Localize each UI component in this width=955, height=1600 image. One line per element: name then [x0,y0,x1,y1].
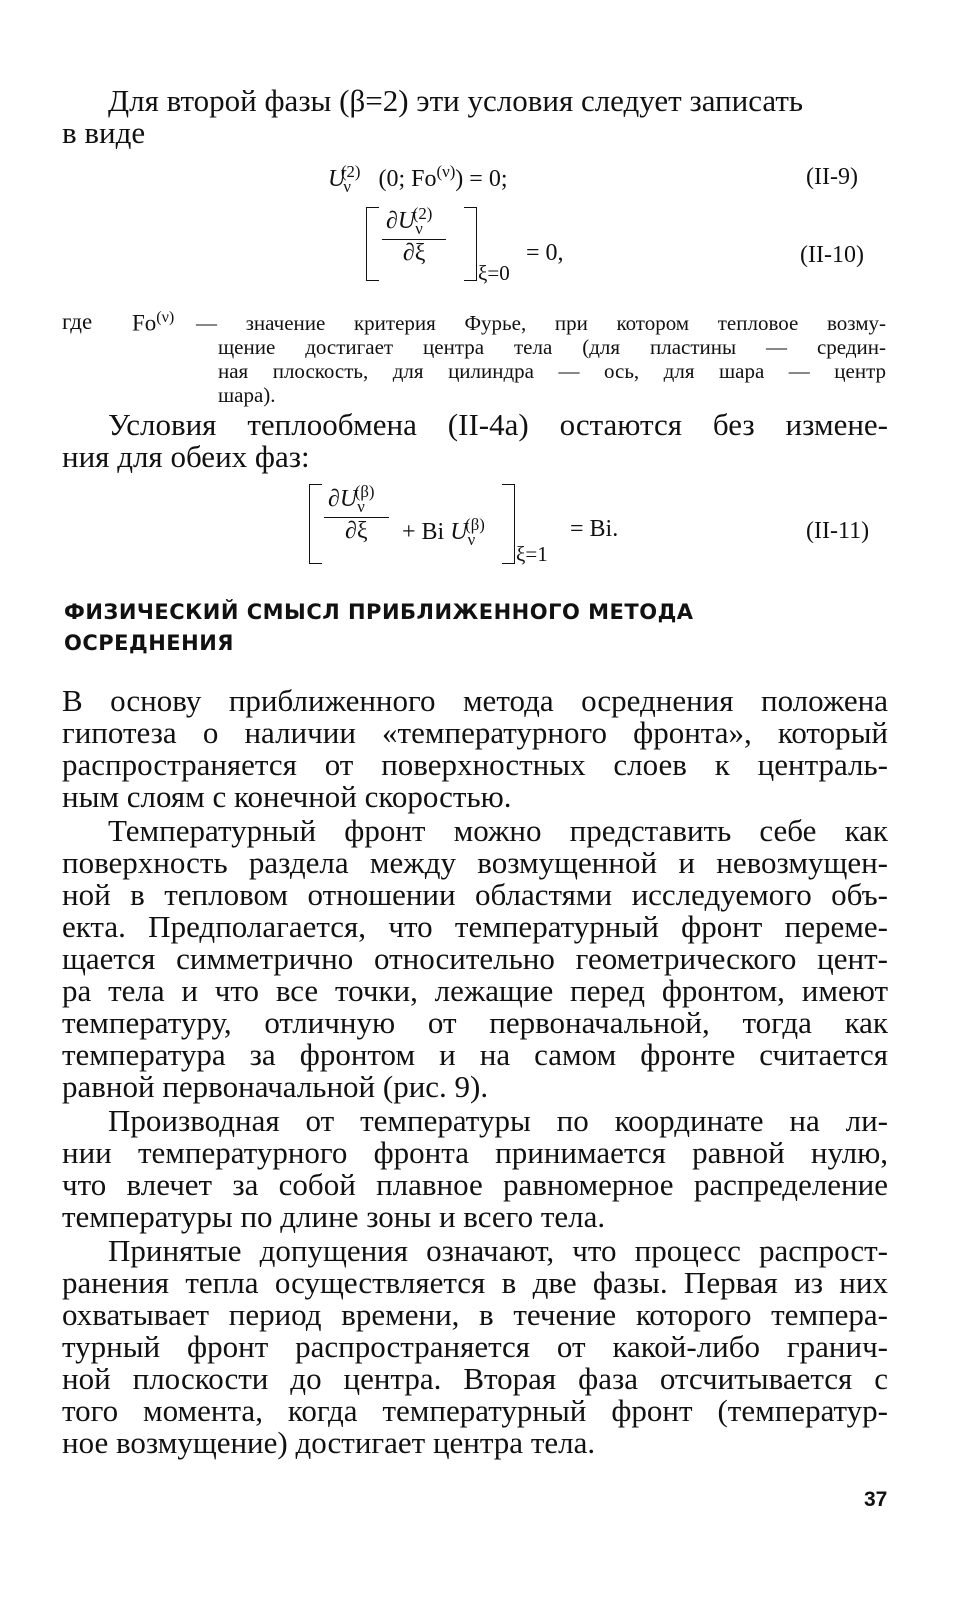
where-line-3: ная плоскость, для цилиндра — ось, для шара — центр [218,359,886,383]
para1-line-2: гипотеза о наличии «температурного фронта», который [62,715,888,750]
section-heading-line-1: ФИЗИЧЕСКИЙ СМЫСЛ ПРИБЛИЖЕННОГО МЕТОДА [64,600,694,624]
page-number: 37 [864,1488,888,1511]
right-bracket-11 [502,484,515,564]
para2-line-2: поверхность раздела между возмущенной и невозмущен- [62,845,888,880]
eq11-middle: + Bi $U_\nu^{(\beta)}$ [402,515,485,549]
intro-line-1: Для второй фазы (β=2) эти условия следует записать [108,83,804,118]
eq11-subscript: ξ=1 [516,542,548,566]
para2-line-3: ной в тепловом отношении областями исследуемого объ- [62,877,888,912]
para2-line-8: температура за фронтом и на самом фронте считается [62,1037,888,1072]
equation-number-ii-11: (II-11) [806,518,870,544]
para4-line-2: ранения тепла осуществляется в две фазы. Первая из них [62,1265,888,1300]
para2-line-1: Температурный фронт можно представить себе как [108,813,888,848]
equation-number-ii-9: (II-9) [806,164,858,190]
para4-line-7: ное возмущение) достигает центра тела. [62,1425,596,1460]
section-heading-line-2: ОСРЕДНЕНИЯ [64,631,234,655]
para2-line-7: температуру, отличную от первоначальной, тогда как [62,1005,888,1040]
para3-line-3: что влечет за собой плавное равномерное распределение [62,1167,888,1202]
equation-number-ii-10: (II-10) [800,242,864,268]
exchange-line-2: ния для обеих фаз: [62,439,310,474]
intro-line-2: в виде [62,115,146,150]
where-word: где [62,309,93,334]
para2-line-9: равной первоначальной (рис. 9). [62,1069,489,1104]
eq10-subscript: ξ=0 [478,261,510,285]
left-bracket-11 [309,484,322,564]
para2-line-5: щается симметрично относительно геометрического цент- [62,941,888,976]
where-symbol: $Fo^{(\nu)}$ [132,309,175,336]
para4-line-1: Принятые допущения означают, что процесс распрост- [108,1233,888,1268]
right-bracket [464,207,477,281]
where-line-4: шара). [218,383,276,407]
eq11-denominator: ∂ξ [344,517,368,544]
para2-line-4: екта. Предполагается, что температурный фронт переме- [62,909,888,944]
eq10-denominator: ∂ξ [402,239,426,266]
para3-line-2: нии температурного фронта принимается равной нулю, [62,1135,888,1170]
para4-line-3: охватывает период времени, в течение которого темпера- [62,1297,888,1332]
where-line-2: щение достигает центра тела (для пластины — средин- [218,335,886,359]
para3-line-4: температуры по длине зоны и всего тела. [62,1199,606,1234]
equation-ii-11-fraction: $\frac{\partial U_\nu^{(\beta)}}{\partial\xi}$ [324,482,389,545]
para4-line-5: ной плоскости до центра. Вторая фаза отсчитывается с [62,1361,888,1396]
equation-ii-9: $U_\nu^{(2)}$ (0; $Fo^{(\nu)}) = 0$; [328,162,508,196]
para1-line-3: распространяется от поверхностных слоев к централь- [62,747,888,782]
para1-line-1: В основу приближенного метода осреднения положена [62,683,888,718]
para4-line-4: турный фронт распространяется от какой-либо гранич- [62,1329,888,1364]
para2-line-6: ра тела и что все точки, лежащие перед фронтом, имеют [62,973,888,1008]
exchange-line-1: Условия теплообмена (II-4a) остаются без измене- [108,407,888,442]
left-bracket [366,207,379,281]
where-line-1: — значение критерия Фурье, при котором тепловое возму- [196,311,886,335]
para1-line-4: ным слоям с конечной скоростью. [62,779,512,814]
equation-ii-10-fraction: $\frac{\partial U_\nu^{(2)}}{\partial\xi}$ [382,204,446,267]
para3-line-1: Производная от температуры по координате на ли- [108,1103,888,1138]
para4-line-6: того момента, когда температурный фронт (температур- [62,1393,888,1428]
eq11-rhs: = Bi. [570,516,619,542]
eq10-rhs: = 0, [526,240,564,266]
